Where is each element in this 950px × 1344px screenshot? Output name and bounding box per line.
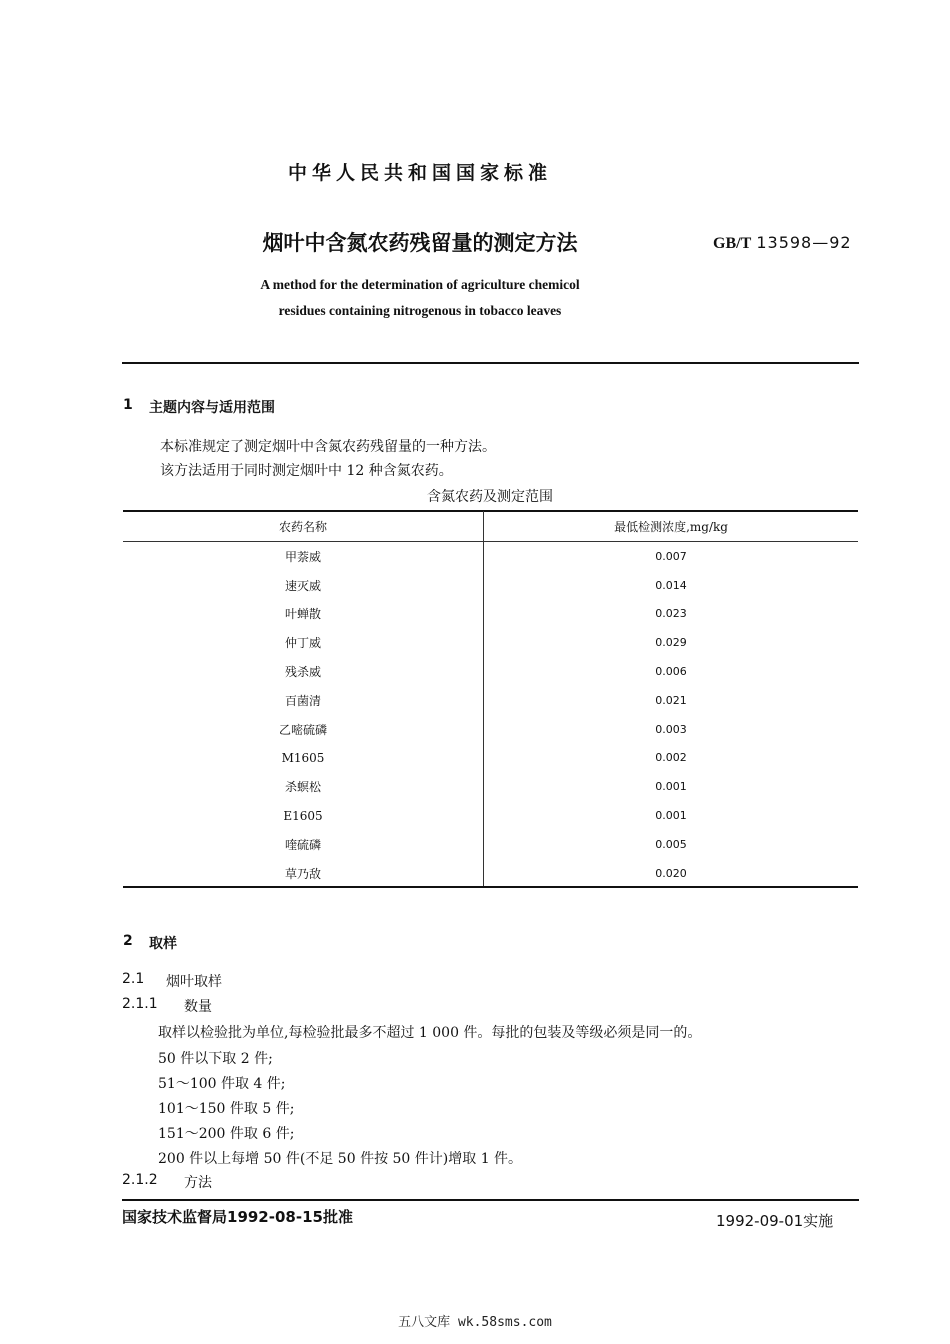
table-row bbox=[123, 657, 858, 686]
section-2-1-2-title: 方法 bbox=[184, 1175, 212, 1191]
header-divider bbox=[122, 362, 859, 364]
table-row bbox=[123, 571, 858, 600]
table-row bbox=[123, 628, 858, 657]
pesticide-name-cell: 仲丁威 bbox=[123, 628, 484, 657]
section-2-heading: 取样 bbox=[149, 936, 177, 952]
standard-category-title: 中华人民共和国国家标准 bbox=[287, 162, 552, 184]
sampling-line-3: 51～100 件取 4 件; bbox=[158, 1076, 286, 1092]
detection-limit-cell: 0.029 bbox=[655, 636, 687, 650]
table-row bbox=[123, 801, 858, 830]
table-caption: 含氮农药及测定范围 bbox=[427, 489, 553, 505]
pesticide-table bbox=[123, 511, 858, 888]
column-header-name: 农药名称 bbox=[123, 511, 484, 542]
detection-limit-cell: 0.020 bbox=[655, 866, 687, 880]
implementation-date: 1992-09-01实施 bbox=[716, 1212, 834, 1230]
detection-limit-cell: 0.001 bbox=[655, 780, 687, 794]
standard-number bbox=[713, 233, 852, 253]
pesticide-name-cell: E1605 bbox=[123, 801, 484, 830]
section-1-paragraph-2: 该方法适用于同时测定烟叶中 12 种含氮农药。 bbox=[160, 463, 453, 479]
english-title-line-2: residues containing nitrogenous in tobacco leaves bbox=[278, 303, 562, 318]
footer-divider bbox=[122, 1199, 859, 1201]
section-2-number: 2 bbox=[123, 933, 133, 949]
pesticide-name-cell: 残杀威 bbox=[123, 657, 484, 686]
table-header-row bbox=[123, 511, 858, 542]
detection-limit-cell: 0.001 bbox=[655, 809, 687, 823]
sampling-line-5: 151～200 件取 6 件; bbox=[158, 1126, 295, 1142]
section-2-1-1-number: 2.1.1 bbox=[122, 996, 158, 1012]
detection-limit-cell: 0.021 bbox=[655, 693, 687, 707]
section-2-1-1-title: 数量 bbox=[184, 999, 212, 1015]
sampling-line-2: 50 件以下取 2 件; bbox=[158, 1051, 273, 1067]
section-2-1-number: 2.1 bbox=[122, 971, 145, 987]
pesticide-name-cell: 叶蝉散 bbox=[123, 600, 484, 629]
pesticide-name-cell: 杀螟松 bbox=[123, 772, 484, 801]
sampling-line-4: 101～150 件取 5 件; bbox=[158, 1101, 295, 1117]
table-row bbox=[123, 859, 858, 888]
table-row bbox=[123, 772, 858, 801]
column-header-concentration: 最低检测浓度,mg/kg bbox=[484, 511, 859, 542]
detection-limit-cell: 0.003 bbox=[655, 722, 687, 736]
pesticide-name-cell: 速灭威 bbox=[123, 571, 484, 600]
detection-limit-cell: 0.006 bbox=[655, 665, 687, 679]
table-row bbox=[123, 542, 858, 571]
sampling-line-6: 200 件以上每增 50 件(不足 50 件按 50 件计)增取 1 件。 bbox=[158, 1151, 523, 1167]
section-1-paragraph-1: 本标准规定了测定烟叶中含氮农药残留量的一种方法。 bbox=[160, 439, 496, 455]
section-2-1-2-number: 2.1.2 bbox=[122, 1172, 158, 1188]
standard-prefix: GB/T bbox=[713, 235, 752, 252]
section-2-1-title: 烟叶取样 bbox=[166, 974, 222, 990]
table-row bbox=[123, 686, 858, 715]
section-1-heading: 主题内容与适用范围 bbox=[149, 400, 275, 416]
pesticide-name-cell: 百菌清 bbox=[123, 686, 484, 715]
pesticide-name-cell: 草乃敌 bbox=[123, 859, 484, 888]
detection-limit-cell: 0.005 bbox=[655, 837, 687, 851]
table-row bbox=[123, 600, 858, 629]
pesticide-name-cell: 甲萘威 bbox=[123, 542, 484, 571]
approval-date: 国家技术监督局1992-08-15批准 bbox=[122, 1208, 353, 1226]
standard-code: 13598—92 bbox=[756, 233, 852, 252]
detection-limit-cell: 0.023 bbox=[655, 607, 687, 621]
detection-limit-cell: 0.014 bbox=[655, 578, 687, 592]
watermark: 五八文库 wk.58sms.com bbox=[398, 1315, 552, 1330]
section-1-number: 1 bbox=[123, 397, 133, 413]
pesticide-name-cell: M1605 bbox=[123, 744, 484, 773]
english-title-line-1: A method for the determination of agriculture chemicol bbox=[260, 277, 580, 292]
document-title: 烟叶中含氮农药残留量的测定方法 bbox=[262, 231, 578, 255]
table-row bbox=[123, 715, 858, 744]
detection-limit-cell: 0.007 bbox=[655, 549, 687, 563]
table-row bbox=[123, 830, 858, 859]
pesticide-name-cell: 喹硫磷 bbox=[123, 830, 484, 859]
table-bottom-rule bbox=[123, 886, 858, 888]
sampling-line-1: 取样以检验批为单位,每检验批最多不超过 1 000 件。每批的包装及等级必须是同一的。 bbox=[158, 1025, 702, 1041]
pesticide-name-cell: 乙嘧硫磷 bbox=[123, 715, 484, 744]
table-row bbox=[123, 744, 858, 773]
detection-limit-cell: 0.002 bbox=[655, 751, 687, 765]
